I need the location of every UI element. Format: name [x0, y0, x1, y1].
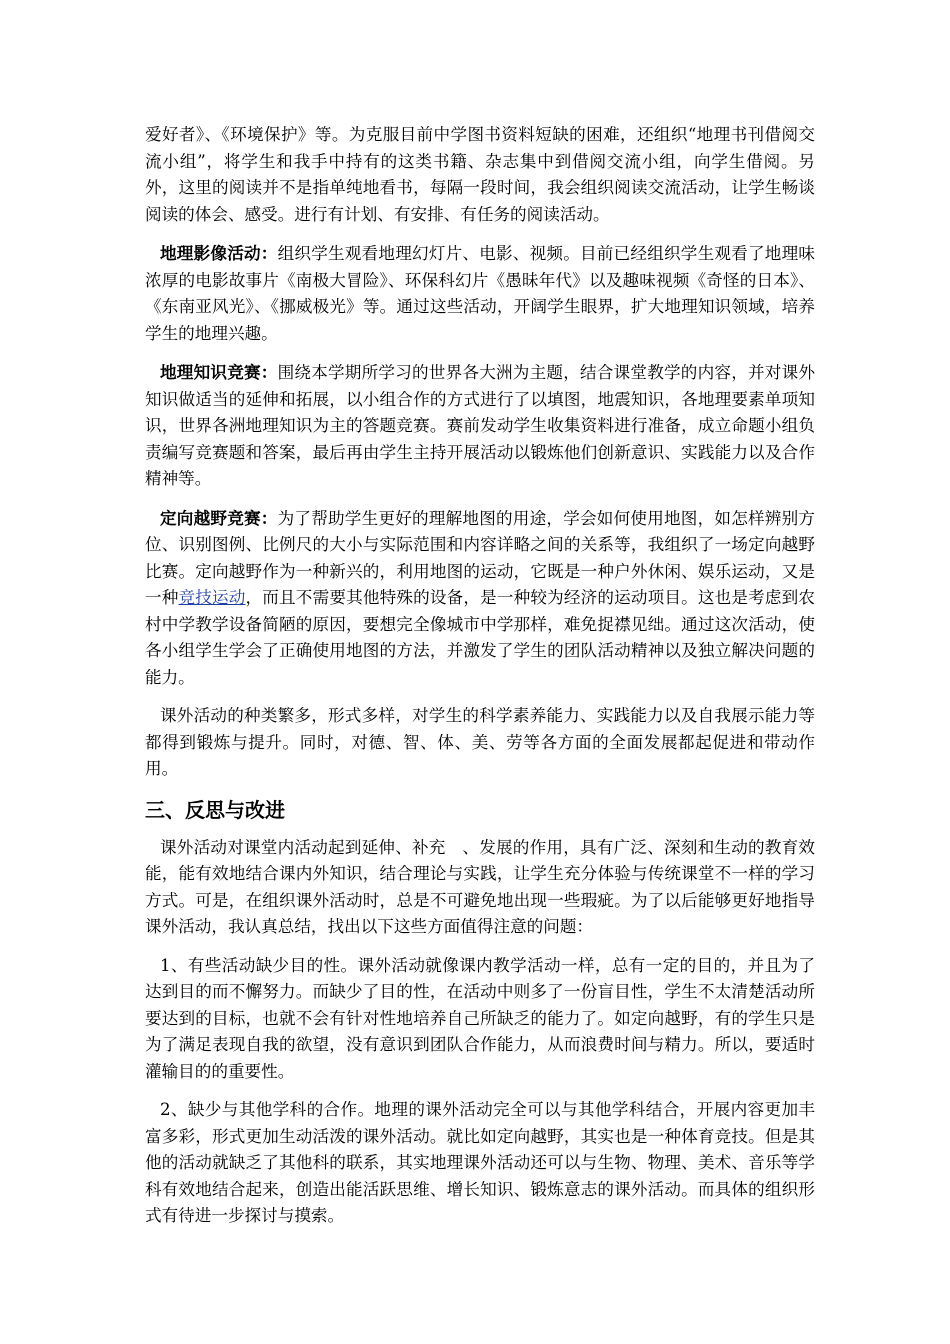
paragraph-issue-1	[145, 953, 815, 1086]
paragraph-text: 组织学生观看地理幻灯片、电影、视频。目前已经组织学生观看了地理味浓厚的电影故事片《南极大冒险》、环保科幻片《愚昧年代》以及趣味视频《奇怪的日本》、《东南亚风光》、《挪威极光》等。通过这些活动，开阔学生眼界，扩大地理知识领域，培养学生的地理兴趣。	[145, 244, 816, 343]
paragraph-reflection-intro	[145, 835, 815, 941]
paragraph-geography-quiz	[145, 359, 815, 493]
paragraph-text: 课外活动对课堂内活动起到延伸、补充 、发展的作用，具有广泛、深刻和生动的教育效能，能有效地结合课内外知识，结合理论与实践，让学生充分体验与传统课堂不一样的学习方式。可是，在组织课外活动时，总是不可避免地出现一些瑕疵。为了以后能够更好地指导课外活动，我认真总结，找出以下这些方面值得注意的问题：	[145, 837, 815, 936]
paragraph-geography-video	[145, 240, 815, 347]
paragraph-orienteering	[145, 505, 815, 692]
paragraph-summary	[145, 703, 815, 783]
paragraph-text: 围绕本学期所学习的世界各大洲为主题，结合课堂教学的内容，并对课外知识做适当的延伸和拓展，以小组合作的方式进行了以填图，地震知识，各地理要素单项知识，世界各洲地理知识为主的答题竞赛。赛前发动学生收集资料进行准备，成立命题小组负责编写竞赛题和答案，最后再由学生主持开展活动以锻炼他们创新意识、实践能力以及合作精神等。	[145, 363, 816, 488]
paragraph-text: 为了帮助学生更好的理解地图的用途，学会如何使用地图，如怎样辨别方位、识别图例、比例尺的大小与实际范围和内容详略之间的关系等，我组织了一场定向越野比赛。定向越野作为一种新兴的，利用地图的运动，它既是一种户外休闲、娱乐运动，又是一种	[145, 508, 816, 607]
paragraph-text: 2、缺少与其他学科的合作。地理的课外活动完全可以与其他学科结合，开展内容更加丰富多彩，形式更加生动活泼的课外活动。就比如定向越野，其实也是一种体育竞技。但是其他的活动就缺乏了其他科的联系，其实地理课外活动还可以与生物、物理、美术、音乐等学科有效地结合起来，创造出能活跃思维、增长知识、锻炼意志的课外活动。而具体的组织形式有待进一步探讨与摸索。	[145, 1100, 815, 1225]
paragraph-text: 1、有些活动缺少目的性。课外活动就像课内教学活动一样，总有一定的目的，并且为了达到目的而不懈努力。而缺少了目的性，在活动中则多了一份盲目性，学生不太清楚活动所要达到的目标，也就不会有针对性地培养自己所缺乏的能力了。如定向越野，有的学生只是为了满足表现自我的欲望，没有意识到团队合作能力，从而浪费时间与精力。所以，要适时灌输目的的重要性。	[145, 955, 815, 1081]
paragraph-text: 课外活动的种类繁多，形式多样，对学生的科学素养能力、实践能力以及自我展示能力等都得到锻炼与提升。同时，对德、智、体、美、劳等各方面的全面发展都起促进和带动作用。	[145, 706, 815, 778]
paragraph-text: 爱好者》、《环境保护》等。为克服目前中学图书资料短缺的困难，还组织“地理书刊借阅交流小组”，将学生和我手中持有的这类书籍、杂志集中到借阅交流小组，向学生借阅。另外，这里的阅读并不是指单纯地看书，每隔一段时间，我会组织阅读交流活动，让学生畅谈阅读的体会、感受。进行有计划、有安排、有任务的阅读活动。	[145, 125, 815, 224]
competitive-sports-link[interactable]: 竞技运动	[178, 588, 246, 607]
document-page	[145, 122, 815, 1242]
paragraph-label: 地理知识竞赛：	[160, 362, 278, 382]
paragraph-text: ，而且不需要其他特殊的设备，是一种较为经济的运动项目。这也是考虑到农村中学教学设备简陋的原因，要想完全像城市中学那样，难免捉襟见绌。通过这次活动，使各小组学生学会了正确使用地图的方法，并激发了学生的团队活动精神以及独立解决问题的能力。	[145, 588, 816, 687]
paragraph-reading-activity	[145, 122, 815, 228]
paragraph-label: 定向越野竞赛：	[160, 507, 278, 528]
paragraph-issue-2	[145, 1097, 815, 1230]
paragraph-label: 地理影像活动：	[160, 243, 278, 263]
section-heading-reflection: 三、反思与改进	[145, 797, 285, 822]
